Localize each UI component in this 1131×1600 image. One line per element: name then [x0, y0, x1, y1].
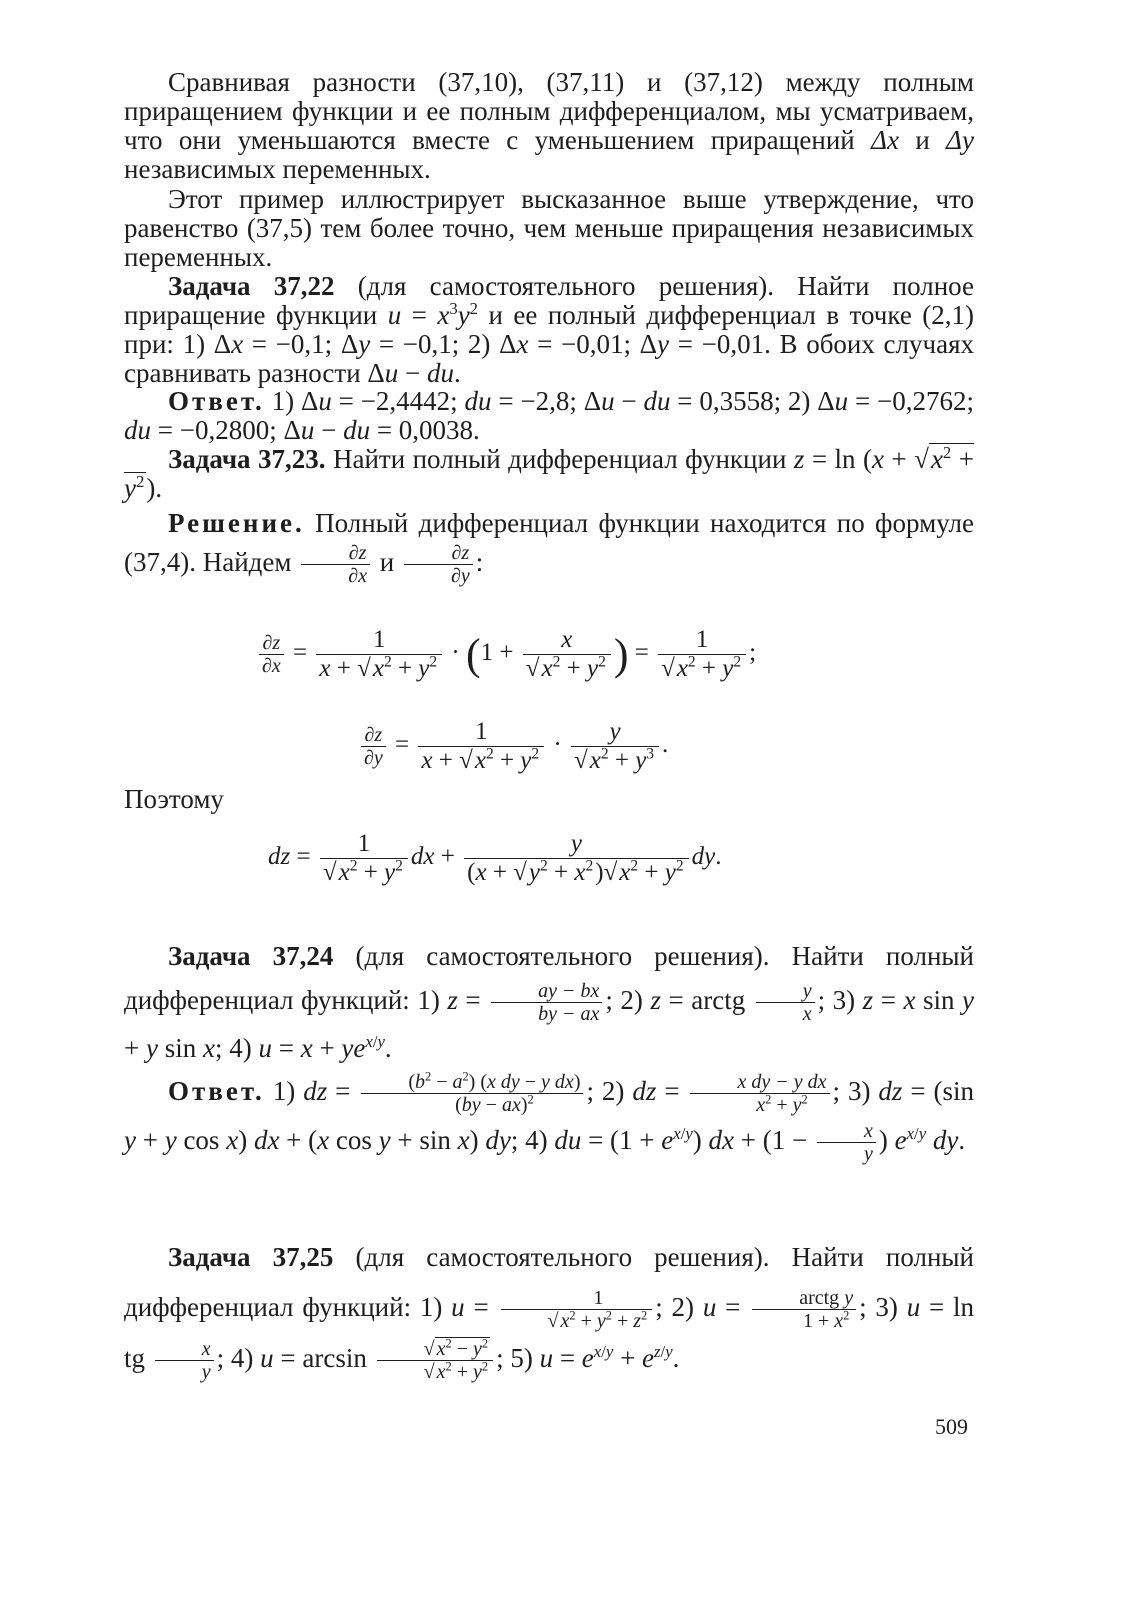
equation-dz-dx: $\frac{\partial z}{\partial x}$ = $\frac{1}{x + √ x^2 + y^2}$ · (1 + x √ $x^2 + y^2$ ) = 1 √ $x^2 + y^2$ ;: [256, 626, 756, 683]
answer-37-24: Ответ. 1) dz = $\frac{(b^2 - a^2) (x dy - y dx)}{(by - ax)^2}$ ; 2) dz = $\frac{\text{x dy − y dx}}{x^2 + y^2}$ ; 3) dz = (sin y + y cos x) dx + (x cos y + sin x) dy; 4) du = $(1 + e^{x/y})$ dx + (1 − $\frac{x}{y}$ ) $e^{x/y}$ dy.: [124, 1069, 974, 1165]
problem-37-24-label: Задача 37,24: [168, 941, 334, 971]
paragraph-comparison: Сравнивая разности (37,10), (37,11) и (37,12) между полным приращением функции и ее полным дифференциалом, мы усматриваем, что они уменьшаются вместе с уменьшением приращений Δx и Δy независимых переменных.: [124, 67, 975, 184]
solution-37-23-label: Решение.: [168, 508, 305, 538]
solution-37-23: Решение. Полный дифференциал функции находится по формуле (37,4). Найдем $\frac{\partial z}{\partial x}$ и $\frac{\partial z}{\partial y}$ :: [124, 508, 974, 588]
problem-37-24: Задача 37,24 (для самостоятельного решения). Найти полный дифференциал функций: 1) z = $\frac{ay - bx}{by - ax}$ ; 2) z = arctg $\frac{y}{x}$ ; 3) z = x sin y + y sin x; 4) $u = x + ye^{x/y}$.: [124, 941, 974, 1063]
problem-37-25: Задача 37,25 (для самостоятельного решения). Найти полный дифференциал функций: 1) u = 1 √ $x^2 + y^2 + z^2$ ; 2) u = arctg y $1 + x^2$ ; 3) u = ln tg $\frac{x}{y}$ ; 4) u = arcsin √ $x^2 - y^2$ √ $x^2 + y^2$ ; 5) $u = e^{x/y} + e^{z/y}$.: [124, 1232, 974, 1383]
problem-37-23: Задача 37,23. Найти полный дифференциал функции z = ln (x + √ $x^2 + y^2$).: [124, 445, 974, 503]
therefore-label: Поэтому: [124, 784, 224, 814]
answer-37-22: Ответ. 1) Δu = −2,4442; du = −2,8; Δu − du = 0,3558; 2) Δu = −0,2762; du = −0,2800; Δu − du = 0,0038.: [124, 386, 974, 445]
page-number: 509: [935, 1414, 968, 1439]
answer-37-22-label: Ответ.: [168, 386, 265, 416]
problem-37-22: Задача 37,22 (для самостоятельного решения). Найти полное приращение функции $u = x^3y^2$ и ее полный дифференциал в точке (2,1) при: 1) Δx = −0,1; Δy = −0,1; 2) Δx = −0,01; Δy = −0,01. В обоих случаях сравнивать разности Δu − du.: [124, 271, 974, 388]
problem-37-23-label: Задача 37,23.: [168, 444, 326, 474]
problem-37-22-label: Задача 37,22: [168, 271, 335, 301]
problem-37-25-label: Задача 37,25: [168, 1242, 334, 1272]
paragraph-example: Этот пример иллюстрирует высказанное выше утверждение, что равенство (37,5) тем более точно, чем меньше приращения независимых переменных.: [124, 184, 974, 272]
equation-dz-total: dz = 1 √ $x^2 + y^2$ dx + $\frac{y}{(x + √ y^2 + x^2)√ x^2 + y^2}$ dy.: [268, 830, 721, 887]
equation-dz-dy: $\frac{\partial z}{\partial y}$ = $\frac{1}{x + √ x^2 + y^2}$ · y √ $x^2 + y^3$ .: [358, 718, 668, 775]
answer-37-24-label: Ответ.: [168, 1076, 265, 1106]
